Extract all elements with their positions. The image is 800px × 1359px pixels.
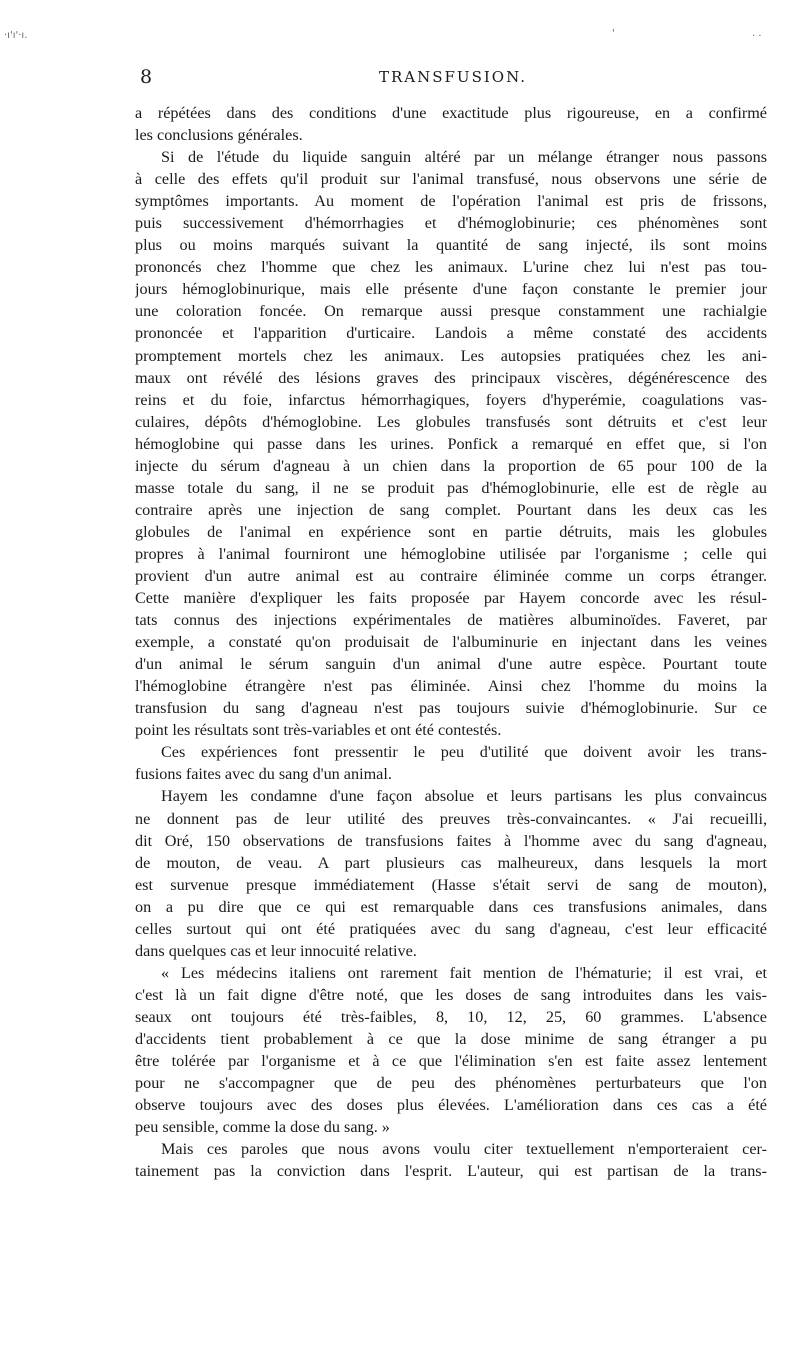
text-line: on a pu dire que ce qui est remarquable dans ces transfusions animales, dans — [135, 897, 767, 916]
text-line: l'hémoglobine étrangère n'est pas éliminée. Ainsi chez l'homme du moins la — [135, 677, 767, 696]
text-line: puis successivement d'hémorrhagies et d'hémoglobinurie; ces phénomènes sont — [135, 214, 767, 233]
text-line: d'accidents tient probablement à ce que la dose minime de sang étranger a pu — [135, 1029, 767, 1048]
margin-mark-top-center: ' — [612, 28, 615, 39]
page-header — [140, 66, 766, 90]
text-line: propres à l'animal fourniront une hémoglobine utilisée par l'organisme ; celle qui — [135, 544, 767, 563]
text-line: les conclusions générales. — [135, 126, 303, 145]
text-line: dans quelques cas et leur innocuité relative. — [135, 941, 417, 960]
text-line: peu sensible, comme la dose du sang. » — [135, 1118, 390, 1137]
text-line: d'un animal le sérum sanguin d'un animal d'une autre espèce. Pourtant toute — [135, 655, 767, 674]
page-number: 8 — [140, 66, 153, 88]
text-line: jours hémoglobinurique, mais elle présente d'une façon constante le premier jour — [135, 280, 767, 299]
text-line: seaux ont toujours été très-faibles, 8, 10, 12, 25, 60 grammes. L'absence — [135, 1007, 767, 1026]
text-line: Mais ces paroles que nous avons voulu citer textuellement n'emporteraient cer- — [161, 1140, 767, 1159]
text-line: prononcés chez l'homme que chez les animaux. L'urine chez lui n'est pas tou- — [135, 258, 767, 277]
text-line: Si de l'étude du liquide sanguin altéré par un mélange étranger nous passons — [161, 148, 767, 167]
text-line: globules de l'animal en expérience sont en partie détruits, mais les globules — [135, 522, 767, 541]
text-line: prononcée et l'apparition d'urticaire. Landois a même constaté des accidents — [135, 324, 767, 343]
text-line: pour ne s'accompagner que de peu des phénomènes perturbateurs que l'on — [135, 1074, 767, 1093]
text-line: transfusion du sang d'agneau n'est pas toujours suivie d'hémoglobinurie. Sur ce — [135, 699, 767, 718]
text-line: culaires, dépôts d'hémoglobine. Les globules transfusés sont détruits et c'est leur — [135, 412, 767, 431]
text-line: symptômes importants. Au moment de l'opération l'animal est pris de frissons, — [135, 192, 767, 211]
text-line: dit Oré, 150 observations de transfusions faites à l'homme avec du sang d'agneau, — [135, 831, 767, 850]
text-line: observe toujours avec des doses plus élevées. L'amélioration dans ces cas a été — [135, 1096, 767, 1115]
text-line: une coloration foncée. On remarque aussi presque constamment une rachialgie — [135, 302, 767, 321]
text-line: est survenue presque immédiatement (Hasse s'était servi de sang de mouton), — [135, 875, 767, 894]
text-line: exemple, a constaté qu'on produisait de l'albuminurie en injectant dans les veines — [135, 633, 767, 652]
text-line: être tolérée par l'organisme et à ce que l'élimination s'en est faite assez lentement — [135, 1052, 767, 1071]
text-line: celles surtout qui ont été pratiquées avec du sang d'agneau, c'est leur efficacité — [135, 919, 767, 938]
text-line: contraire après une injection de sang complet. Pourtant dans les deux cas les — [135, 500, 767, 519]
text-line: Hayem les condamne d'une façon absolue et leurs partisans les plus convaincus — [161, 787, 767, 806]
text-line: tainement pas la conviction dans l'esprit. L'auteur, qui est partisan de la trans- — [135, 1162, 767, 1181]
text-line: reins et du foie, infarctus hémorrhagiques, foyers d'hyperémie, coagulations vas- — [135, 390, 767, 409]
text-line: a répétées dans des conditions d'une exactitude plus rigoureuse, en a confirmé — [135, 104, 767, 122]
margin-mark-top-left: ·ı'ı'·ı. — [4, 30, 28, 41]
text-line: promptement mortels chez les animaux. Les autopsies pratiquées chez les ani- — [135, 346, 767, 365]
text-line: tats connus des injections expérimentales de matières albuminoïdes. Faveret, par — [135, 611, 767, 630]
text-line: hémoglobine qui passe dans les urines. Ponfick a remarqué en effet que, si l'on — [135, 434, 767, 453]
text-line: provient d'un autre animal est au contraire éliminée comme un corps étranger. — [135, 566, 767, 585]
text-line: fusions faites avec du sang d'un animal. — [135, 765, 392, 784]
text-line: plus ou moins marqués suivant la quantité de sang injecté, ils sont moins — [135, 236, 767, 255]
text-line: de mouton, de veau. A part plusieurs cas malheureux, dans lesquels la mort — [135, 853, 767, 872]
text-line: Ces expériences font pressentir le peu d'utilité que doivent avoir les trans- — [161, 743, 767, 762]
text-line: point les résultats sont très-variables et ont été contestés. — [135, 721, 502, 740]
text-line: c'est là un fait digne d'être noté, que les doses de sang introduites dans les vais- — [135, 985, 767, 1004]
running-title: TRANSFUSION. — [378, 68, 527, 86]
text-line: injecte du sérum d'agneau à un chien dans la proportion de 65 pour 100 de la — [135, 456, 767, 475]
text-line: maux ont révélé des lésions graves des principaux viscères, dégénérescence des — [135, 368, 767, 387]
text-line: « Les médecins italiens ont rarement fait mention de l'hématurie; il est vrai, et — [161, 963, 767, 982]
text-line: masse totale du sang, il ne se produit pas d'hémoglobinurie, elle est de règle au — [135, 478, 767, 497]
margin-mark-top-right: · · — [752, 31, 762, 42]
text-line: ne donnent pas de leur utilité des preuves très-convaincantes. « J'ai recueilli, — [135, 809, 767, 828]
text-line: Cette manière d'expliquer les faits proposée par Hayem concorde avec les résul- — [135, 589, 767, 608]
body-text — [135, 102, 767, 1182]
text-line: à celle des effets qu'il produit sur l'animal transfusé, nous observons une série de — [135, 170, 767, 189]
